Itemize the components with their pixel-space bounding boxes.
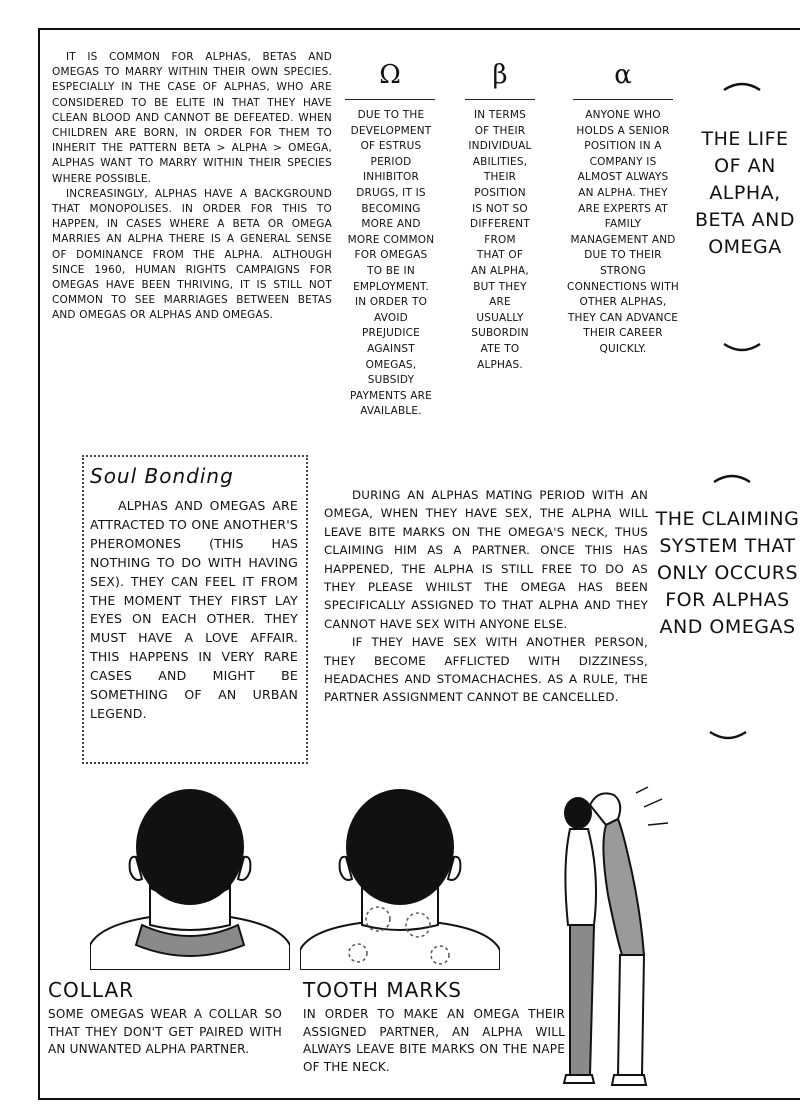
beta-symbol: β <box>492 60 508 90</box>
tooth-marks-illustration <box>300 785 500 970</box>
intro-text <box>52 50 332 324</box>
intro-paragraph-2: INCREASINGLY, ALPHAS HAVE A BACKGROUND THAT MONOPOLISES. IN ORDER FOR THIS TO HAPPEN, IN CASES WHERE A BETA OR OMEGA MARRIES AN ALPHA THERE IS A GENERAL SENSE OF DOMINANCE FROM THE ALPHA. ALTHOUGH SINCE 1960, HUMAN RIGHTS CAMPAIGNS FOR OMEGAS HAVE BEEN THRIVING, IT IS STILL NOT COMMON TO SEE MARRIAGES BETWEEN BETAS AND OMEGAS OR ALPHAS AND OMEGAS. <box>52 187 332 322</box>
claiming-text <box>324 486 648 707</box>
alpha-symbol: α <box>614 60 632 90</box>
top-bracket-2 <box>712 470 752 484</box>
beta-rule <box>465 99 535 100</box>
bottom-bracket-1 <box>722 342 762 356</box>
collar-text: SOME OMEGAS WEAR A COLLAR SO THAT THEY DON'T GET PAIRED WITH AN UNWANTED ALPHA PARTNER. <box>48 1007 282 1056</box>
tooth-marks-title: TOOTH MARKS <box>303 978 462 1002</box>
claiming-paragraph-2: IF THEY HAVE SEX WITH ANOTHER PERSON, THEY BECOME AFFLICTED WITH DIZZINESS, HEADACHES AND STOMACHACHES. AS A RULE, THE PARTNER ASSIGNMENT CANNOT BE CANCELLED. <box>324 635 648 705</box>
tooth-marks-text: IN ORDER TO MAKE AN OMEGA THEIR ASSIGNED PARTNER, AN ALPHA WILL ALWAYS LEAVE BITE MARKS ON THE NAPE OF THE NECK. <box>303 1007 565 1074</box>
side-title-life: THE LIFE OF AN ALPHA, BETA AND OMEGA <box>694 128 796 258</box>
soul-bonding-title: Soul Bonding <box>90 464 234 488</box>
omega-rule <box>345 99 435 100</box>
couple-illustration <box>548 785 673 1090</box>
claiming-paragraph-1: DURING AN ALPHAS MATING PERIOD WITH AN OMEGA, WHEN THEY HAVE SEX, THE ALPHA WILL LEAVE BITE MARKS ON THE OMEGA'S NECK, THUS CLAIMING HIM AS A PARTNER. ONCE THIS HAS HAPPENED, THE ALPHA IS STILL FREE TO DO AS THEY PLEASE WHILST THE OMEGA HAS BEEN SPECIFICALLY ASSIGNED TO THAT ALPHA AND THEY CANNOT HAVE SEX WITH ANYONE ELSE. <box>324 488 648 631</box>
intro-paragraph-1: IT IS COMMON FOR ALPHAS, BETAS AND OMEGAS TO MARRY WITHIN THEIR OWN SPECIES. ESPECIALLY IN THE CASE OF ALPHAS, WHO ARE CONSIDERED TO BE ELITE IN THAT THEY HAVE CLEAN BLOOD AND CANNOT BE DEFEATED. WHEN CHILDREN ARE BORN, IN ORDER FOR THEM TO INHERIT THE PATTERN BETA > ALPHA > OMEGA, ALPHAS WANT TO MARRY WITHIN THEIR SPECIES WHERE POSSIBLE. <box>52 51 332 185</box>
soul-bonding-text: ALPHAS AND OMEGAS ARE ATTRACTED TO ONE ANOTHER'S PHEROMONES (THIS HAS NOTHING TO DO WITH HAVING SEX). THEY CAN FEEL IT FROM THE MOMENT THEY FIRST LAY EYES ON EACH OTHER. THEY MUST HAVE A LOVE AFFAIR. THIS HAPPENS IN VERY RARE CASES AND MIGHT BE SOMETHING OF AN URBAN LEGEND. <box>90 498 298 721</box>
alpha-column-text: ANYONE WHO HOLDS A SENIOR POSITION IN A COMPANY IS ALMOST ALWAYS AN ALPHA. THEY ARE EXPERTS AT FAMILY MANAGEMENT AND DUE TO THEIR STRONG CONNECTIONS WITH OTHER ALPHAS, THEY CAN ADVANCE THEIR CAREER QUICKLY. <box>567 109 679 355</box>
bottom-bracket-2 <box>708 730 748 744</box>
omega-symbol: Ω <box>379 60 401 90</box>
collar-illustration <box>90 785 290 970</box>
alpha-rule <box>573 99 673 100</box>
top-bracket-1 <box>722 78 762 92</box>
collar-title: COLLAR <box>48 978 135 1002</box>
beta-column-text: IN TERMS OF THEIR INDIVIDUAL ABILITIES, THEIR POSITION IS NOT SO DIFFERENT FROM THAT OF AN ALPHA, BUT THEY ARE USUALLY SUBORDIN ATE TO ALPHAS. <box>468 109 532 371</box>
omega-column-text: DUE TO THE DEVELOPMENT OF ESTRUS PERIOD INHIBITOR DRUGS, IT IS BECOMING MORE AND MORE COMMON FOR OMEGAS TO BE IN EMPLOYMENT. IN ORDER TO AVOID PREJUDICE AGAINST OMEGAS, SUBSIDY PAYMENTS ARE AVAILABLE. <box>347 109 435 418</box>
side-title-claiming: THE CLAIMING SYSTEM THAT ONLY OCCURS FOR ALPHAS AND OMEGAS <box>655 508 800 638</box>
